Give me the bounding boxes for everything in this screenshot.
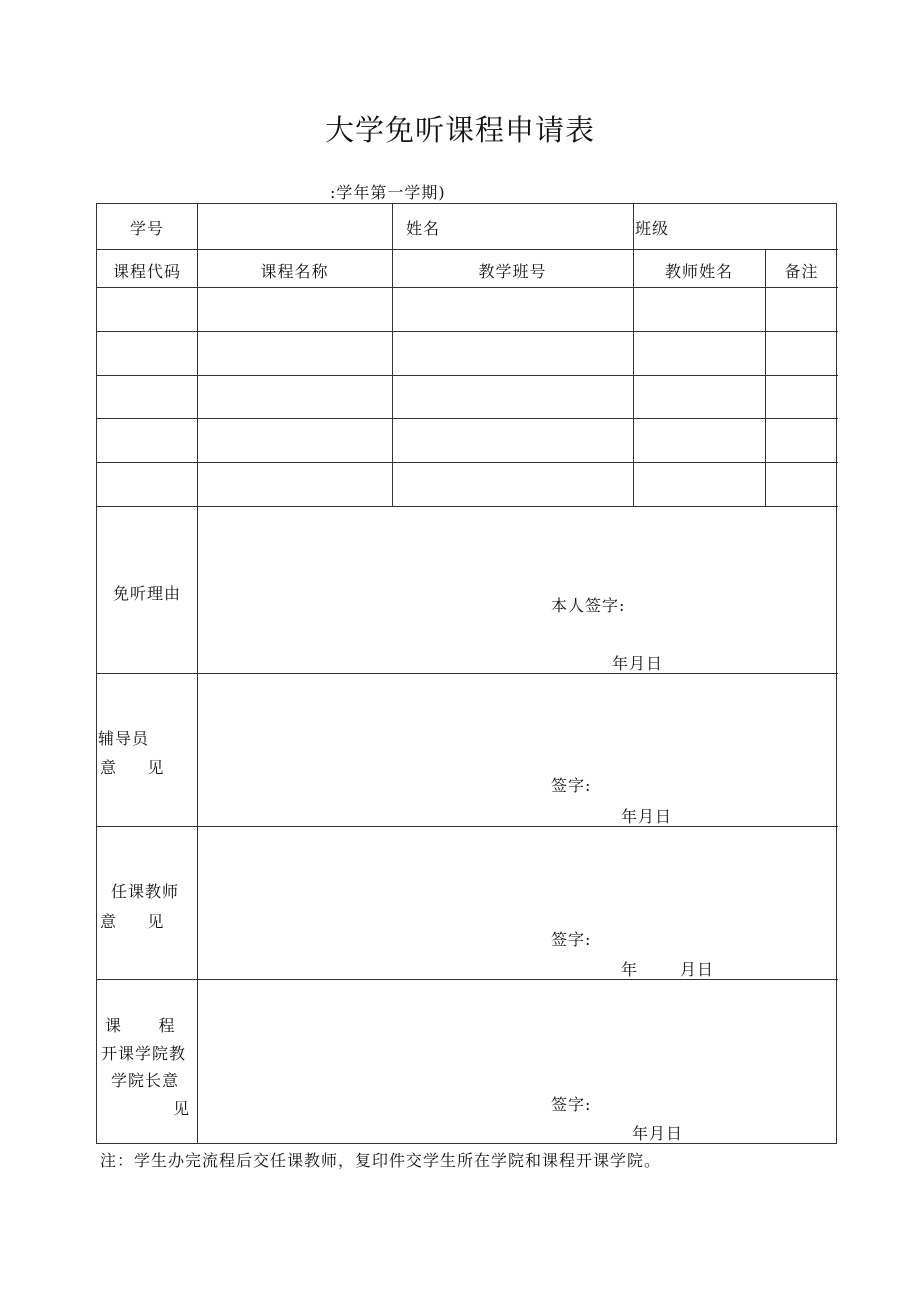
class-field[interactable] bbox=[687, 205, 837, 249]
col-teaching-class: 教学班号 bbox=[478, 262, 547, 281]
course-row-2[interactable] bbox=[97, 332, 838, 375]
student-id-label: 学号 bbox=[129, 219, 164, 238]
counselor-opinion-field[interactable] bbox=[198, 674, 838, 826]
col-teacher-name: 教师姓名 bbox=[664, 262, 733, 281]
reason-label: 免听理由 bbox=[112, 584, 181, 603]
name-field[interactable] bbox=[447, 205, 633, 249]
col-remarks: 备注 bbox=[784, 262, 819, 281]
term-label: :学年第一学期) bbox=[330, 183, 446, 202]
counselor-label-line1: 辅导员 bbox=[98, 729, 150, 748]
form-title: 大学免听课程申请表 bbox=[324, 113, 595, 147]
college-label-line4: 见 bbox=[173, 1099, 191, 1118]
teacher-date-year: 年 bbox=[621, 960, 639, 979]
teacher-signature-label: 签字: bbox=[551, 930, 592, 949]
counselor-label-line2: 意 见 bbox=[100, 758, 165, 777]
name-label: 姓名 bbox=[406, 219, 441, 238]
student-id-field[interactable] bbox=[198, 205, 392, 249]
row-divider bbox=[97, 249, 838, 250]
teacher-label-line1: 任课教师 bbox=[111, 882, 180, 901]
college-label-line3: 学院长意 bbox=[111, 1071, 180, 1090]
reason-date-label: 年月日 bbox=[612, 654, 664, 673]
footnote: 注：学生办完流程后交任课教师，复印件交学生所在学院和课程开课学院。 bbox=[100, 1151, 662, 1170]
application-form-table bbox=[96, 203, 837, 1144]
college-opinion-field[interactable] bbox=[198, 980, 838, 1144]
course-row-5[interactable] bbox=[97, 463, 838, 506]
class-label: 班级 bbox=[635, 219, 670, 238]
reason-signature-label: 本人签字: bbox=[551, 596, 626, 615]
counselor-signature-label: 签字: bbox=[551, 776, 592, 795]
teacher-date-month-day: 月日 bbox=[680, 960, 715, 979]
teacher-opinion-field[interactable] bbox=[198, 827, 838, 979]
teacher-label-line2: 意 见 bbox=[100, 912, 165, 931]
college-label-line2: 开课学院教 bbox=[101, 1044, 187, 1063]
course-row-1[interactable] bbox=[97, 288, 838, 331]
college-signature-label: 签字: bbox=[551, 1095, 592, 1114]
college-label-line1: 课 程 bbox=[105, 1016, 176, 1035]
course-row-4[interactable] bbox=[97, 419, 838, 462]
col-course-name: 课程名称 bbox=[260, 262, 329, 281]
col-course-code: 课程代码 bbox=[112, 262, 181, 281]
course-row-3[interactable] bbox=[97, 376, 838, 418]
counselor-date-label: 年月日 bbox=[621, 807, 673, 826]
reason-field[interactable] bbox=[198, 507, 838, 673]
college-date-label: 年月日 bbox=[632, 1124, 684, 1143]
